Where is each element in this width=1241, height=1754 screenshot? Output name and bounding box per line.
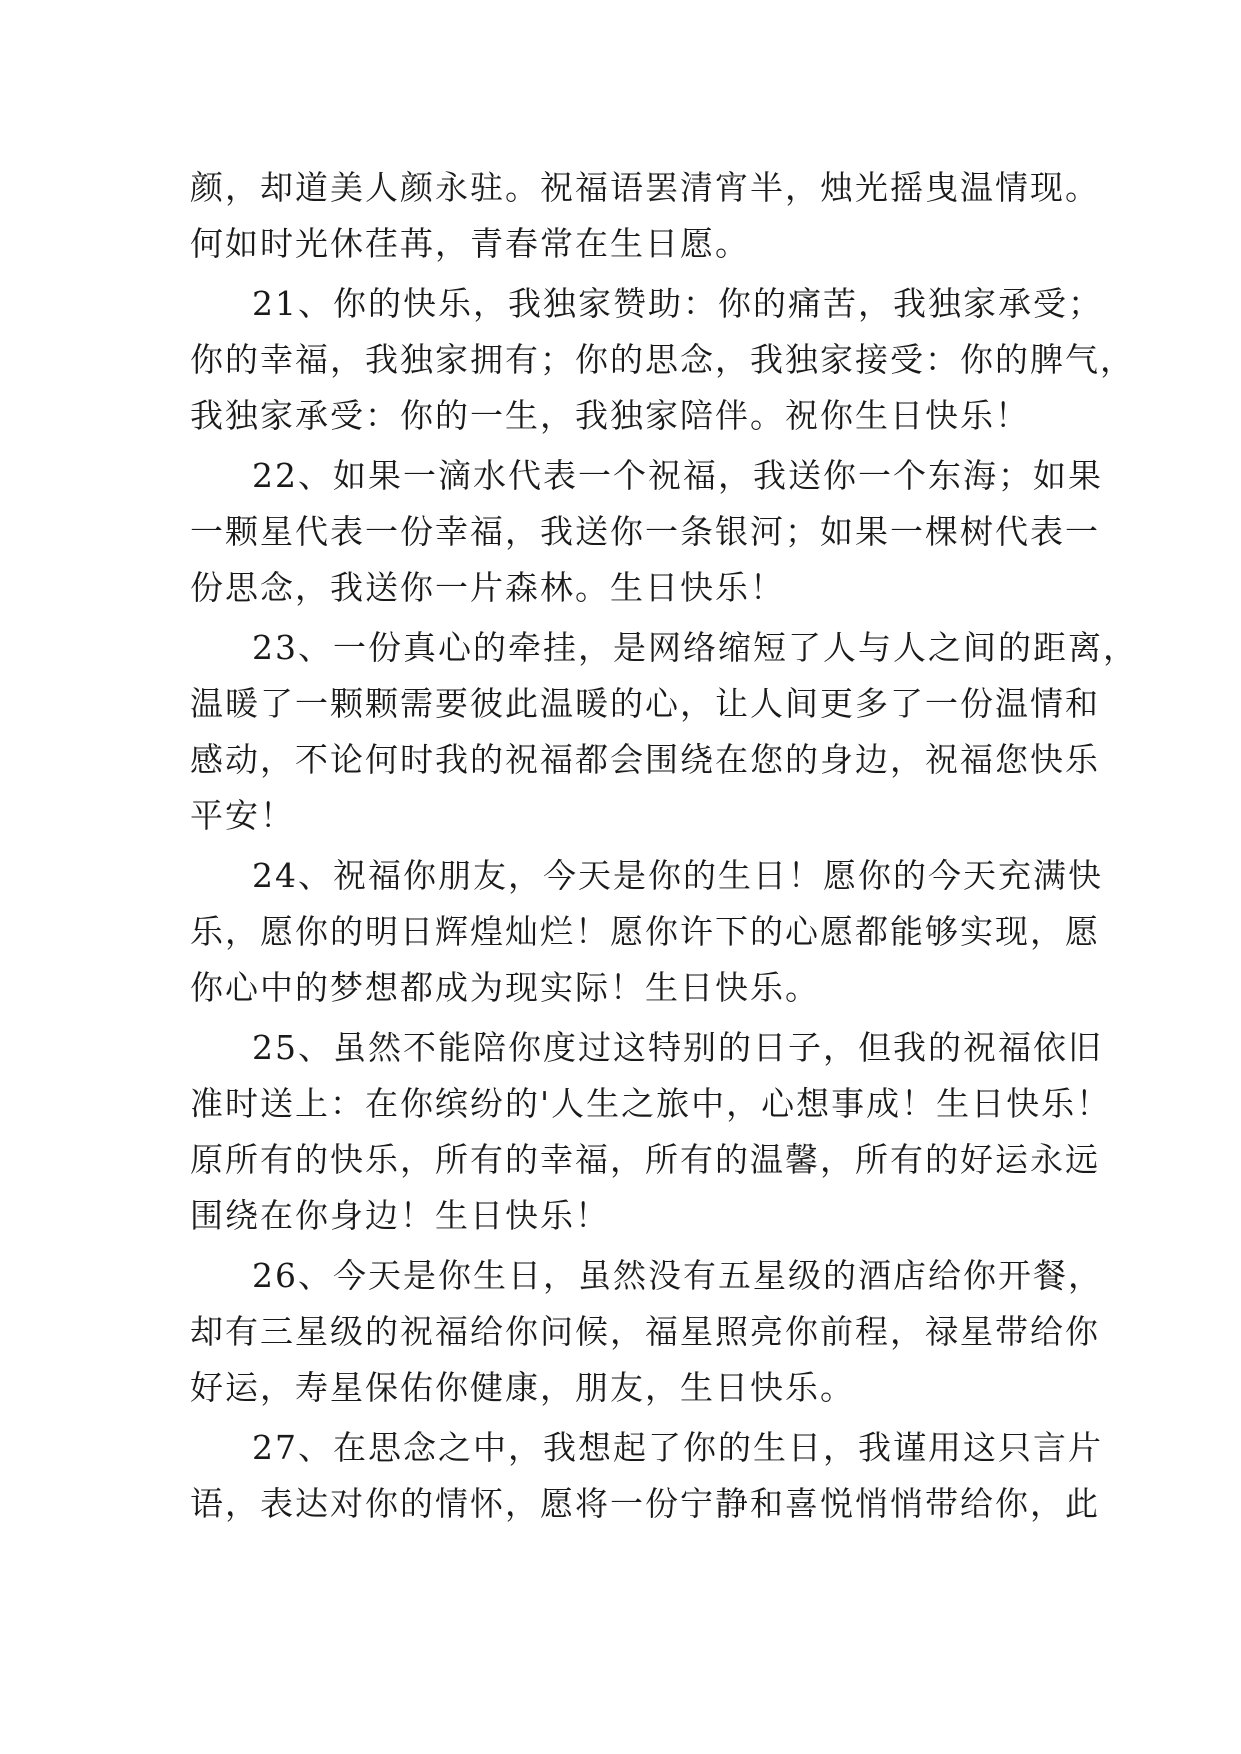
text-line: 你心中的梦想都成为现实际！生日快乐。 bbox=[190, 968, 820, 1007]
paragraph-21-start: 21、你的快乐，我独家赞助：你的痛苦，我独家承受； bbox=[252, 284, 1103, 323]
text-line: 份思念，我送你一片森林。生日快乐！ bbox=[190, 568, 785, 607]
text-line: 准时送上：在你缤纷的'人生之旅中，心想事成！生日快乐！ bbox=[190, 1084, 1112, 1123]
text-line: 却有三星级的祝福给你问候，福星照亮你前程，禄星带给你 bbox=[190, 1312, 1100, 1351]
paragraph-23-start: 23、一份真心的牵挂，是网络缩短了人与人之间的距离， bbox=[252, 628, 1138, 667]
text-line: 何如时光休荏苒，青春常在生日愿。 bbox=[190, 224, 750, 263]
text-line: 好运，寿星保佑你健康，朋友，生日快乐。 bbox=[190, 1368, 855, 1407]
paragraph-25-start: 25、虽然不能陪你度过这特别的日子，但我的祝福依旧 bbox=[252, 1028, 1103, 1067]
text-line: 我独家承受：你的一生，我独家陪伴。祝你生日快乐！ bbox=[190, 396, 1030, 435]
text-line: 你的幸福，我独家拥有；你的思念，我独家接受：你的脾气， bbox=[190, 340, 1135, 379]
paragraph-26-start: 26、今天是你生日，虽然没有五星级的酒店给你开餐， bbox=[252, 1256, 1103, 1295]
text-line: 平安！ bbox=[190, 796, 295, 835]
text-line: 原所有的快乐，所有的幸福，所有的温馨，所有的好运永远 bbox=[190, 1140, 1100, 1179]
paragraph-27-start: 27、在思念之中，我想起了你的生日，我谨用这只言片 bbox=[252, 1428, 1103, 1467]
paragraph-24-start: 24、祝福你朋友，今天是你的生日！愿你的今天充满快 bbox=[252, 856, 1103, 895]
text-line: 语，表达对你的情怀，愿将一份宁静和喜悦悄悄带给你，此 bbox=[190, 1484, 1100, 1523]
text-line: 一颗星代表一份幸福，我送你一条银河；如果一棵树代表一 bbox=[190, 512, 1100, 551]
text-line: 乐，愿你的明日辉煌灿烂！愿你许下的心愿都能够实现，愿 bbox=[190, 912, 1100, 951]
paragraph-22-start: 22、如果一滴水代表一个祝福，我送你一个东海；如果 bbox=[252, 456, 1103, 495]
text-line: 感动，不论何时我的祝福都会围绕在您的身边，祝福您快乐 bbox=[190, 740, 1100, 779]
text-line: 颜，却道美人颜永驻。祝福语罢清宵半，烛光摇曳温情现。 bbox=[190, 168, 1100, 207]
text-line: 温暖了一颗颗需要彼此温暖的心，让人间更多了一份温情和 bbox=[190, 684, 1100, 723]
text-line: 围绕在你身边！生日快乐！ bbox=[190, 1196, 610, 1235]
